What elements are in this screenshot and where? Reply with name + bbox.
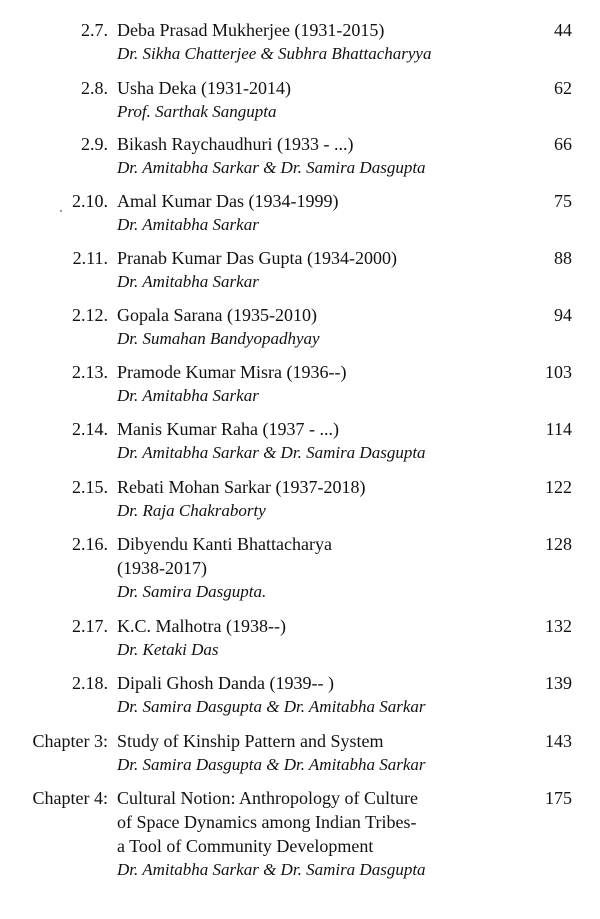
entry-number: 2.18. <box>72 673 108 693</box>
chapter-title-continued: a Tool of Community Development <box>117 836 374 856</box>
entry-body <box>117 303 537 351</box>
entry-page-number: 94 <box>554 305 572 325</box>
entry-page-number: 103 <box>545 362 572 382</box>
entry-number: 2.9. <box>81 134 108 154</box>
entry-body <box>117 76 537 124</box>
chapter-title: Study of Kinship Pattern and System <box>117 731 384 751</box>
entry-page-number: 44 <box>554 20 572 40</box>
entry-body <box>117 189 537 237</box>
entry-author: Dr. Samira Dasgupta & Dr. Amitabha Sarkar <box>117 697 426 716</box>
entry-body <box>117 532 537 604</box>
chapter-number: Chapter 4: <box>32 788 108 808</box>
entry-author: Dr. Sikha Chatterjee & Subhra Bhattacharyya <box>117 44 432 63</box>
entry-title-continued: (1938-2017) <box>117 558 207 578</box>
entry-author: Dr. Amitabha Sarkar <box>117 215 259 234</box>
entry-number: 2.15. <box>72 477 108 497</box>
entry-page-number: 139 <box>545 673 572 693</box>
entry-author: Dr. Amitabha Sarkar & Dr. Samira Dasgupta <box>117 860 426 879</box>
entry-title: K.C. Malhotra (1938--) <box>117 616 286 636</box>
entry-author: Dr. Amitabha Sarkar <box>117 386 259 405</box>
entry-author: Prof. Sarthak Sangupta <box>117 102 277 121</box>
chapter-title: Cultural Notion: Anthropology of Culture <box>117 788 418 808</box>
entry-body <box>117 360 537 408</box>
entry-title: Gopala Sarana (1935-2010) <box>117 305 317 325</box>
entry-number: 2.13. <box>72 362 108 382</box>
entry-title: Amal Kumar Das (1934-1999) <box>117 191 339 211</box>
entry-page-number: 88 <box>554 248 572 268</box>
entry-body <box>117 132 537 180</box>
entry-page-number: 143 <box>545 731 572 751</box>
entry-title: Rebati Mohan Sarkar (1937-2018) <box>117 477 366 497</box>
entry-page-number: 75 <box>554 191 572 211</box>
entry-body <box>117 614 537 662</box>
entry-author: Dr. Amitabha Sarkar & Dr. Samira Dasgupta <box>117 158 426 177</box>
entry-title: Pranab Kumar Das Gupta (1934-2000) <box>117 248 397 268</box>
entry-author: Dr. Amitabha Sarkar <box>117 272 259 291</box>
entry-title: Bikash Raychaudhuri (1933 - ...) <box>117 134 354 154</box>
entry-title: Usha Deka (1931-2014) <box>117 78 291 98</box>
entry-number: 2.14. <box>72 419 108 439</box>
entry-number: 2.16. <box>72 534 108 554</box>
entry-author: Dr. Samira Dasgupta & Dr. Amitabha Sarkar <box>117 755 426 774</box>
entry-title: Manis Kumar Raha (1937 - ...) <box>117 419 339 439</box>
entry-title: Dibyendu Kanti Bhattacharya <box>117 534 332 554</box>
entry-title: Pramode Kumar Misra (1936--) <box>117 362 347 382</box>
entry-page-number: 175 <box>545 788 572 808</box>
chapter-title-continued: of Space Dynamics among Indian Tribes- <box>117 812 417 832</box>
entry-author: Dr. Samira Dasgupta. <box>117 582 267 601</box>
entry-body <box>117 18 537 66</box>
entry-body <box>117 475 537 523</box>
entry-number: 2.12. <box>72 305 108 325</box>
entry-author: Dr. Ketaki Das <box>117 640 219 659</box>
entry-page-number: 122 <box>545 477 572 497</box>
entry-title: Deba Prasad Mukherjee (1931-2015) <box>117 20 385 40</box>
entry-number: 2.10. <box>72 191 108 211</box>
entry-number: 2.11. <box>72 248 108 268</box>
entry-page-number: 114 <box>545 419 572 439</box>
entry-number: 2.7. <box>81 20 108 40</box>
entry-body <box>117 246 537 294</box>
entry-page-number: 128 <box>545 534 572 554</box>
chapter-number: Chapter 3: <box>32 731 108 751</box>
entry-body <box>117 671 537 719</box>
entry-body <box>117 786 537 882</box>
entry-body <box>117 729 537 777</box>
entry-author: Dr. Raja Chakraborty <box>117 501 266 520</box>
entry-number: 2.17. <box>72 616 108 636</box>
entry-body <box>117 417 537 465</box>
entry-page-number: 132 <box>545 616 572 636</box>
entry-title: Dipali Ghosh Danda (1939-- ) <box>117 673 334 693</box>
entry-author: Dr. Sumahan Bandyopadhyay <box>117 329 320 348</box>
entry-number: 2.8. <box>81 78 108 98</box>
entry-author: Dr. Amitabha Sarkar & Dr. Samira Dasgupta <box>117 443 426 462</box>
entry-page-number: 62 <box>554 78 572 98</box>
entry-page-number: 66 <box>554 134 572 154</box>
